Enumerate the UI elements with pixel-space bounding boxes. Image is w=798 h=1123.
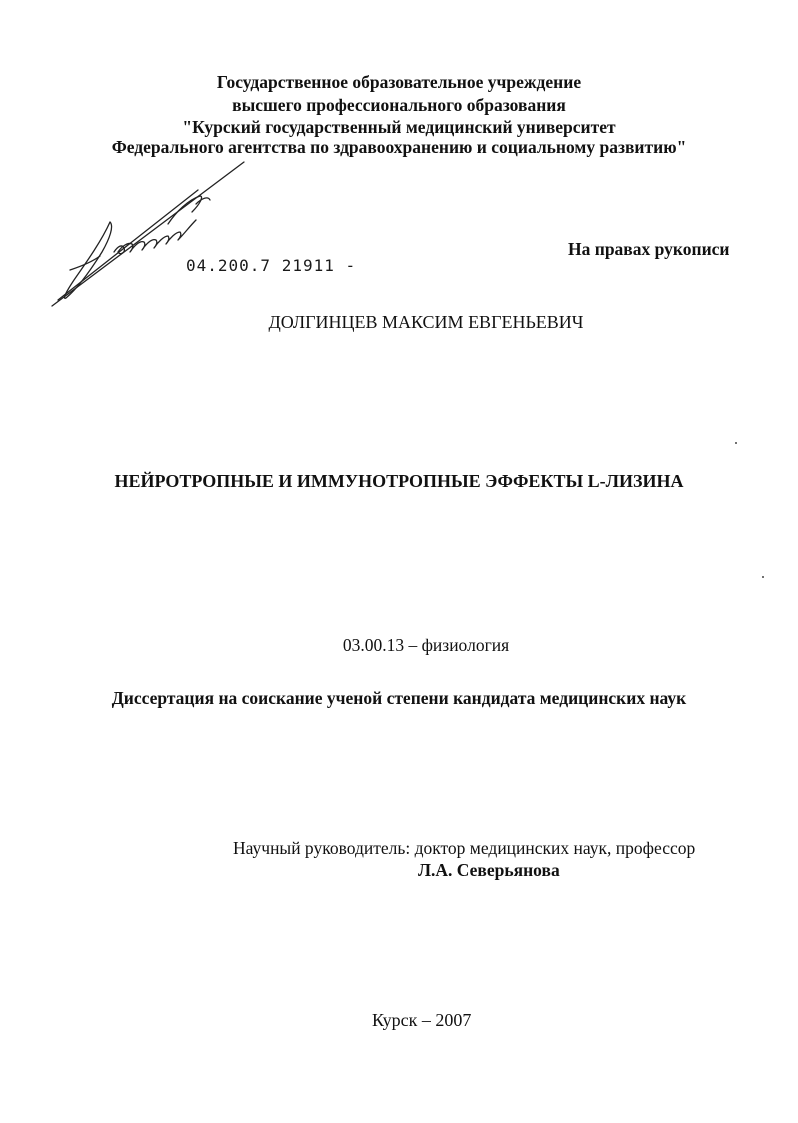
institution-line-1: Государственное образовательное учреждение: [216, 72, 582, 92]
institution-line-2: высшего профессионального образования: [232, 95, 566, 115]
supervisor-name: Л.А. Северьянова: [418, 860, 560, 880]
archive-stamp: 04.200.7 21911 -: [186, 256, 357, 275]
specialty-code: 03.00.13 – физиология: [342, 635, 510, 655]
dissertation-title: НЕЙРОТРОПНЫЕ И ИММУНОТРОПНЫЕ ЭФФЕКТЫ L-ЛИЗИНА: [114, 471, 684, 491]
scan-speck: [735, 442, 737, 444]
manuscript-rights-label: На правах рукописи: [568, 239, 730, 259]
author-name: ДОЛГИНЦЕВ МАКСИМ ЕВГЕНЬЕВИЧ: [268, 312, 584, 332]
supervisor-line: Научный руководитель: доктор медицинских наук, профессор: [233, 838, 696, 858]
scan-speck: [762, 576, 764, 578]
place-year: Курск – 2007: [372, 1010, 472, 1030]
dissertation-type: Диссертация на соискание ученой степени кандидата медицинских наук: [111, 688, 687, 708]
handwritten-signature-icon: [48, 160, 258, 310]
institution-line-4: Федерального агентства по здравоохранению и социальному развитию": [111, 137, 687, 157]
institution-line-3: "Курский государственный медицинский университет: [182, 117, 616, 137]
